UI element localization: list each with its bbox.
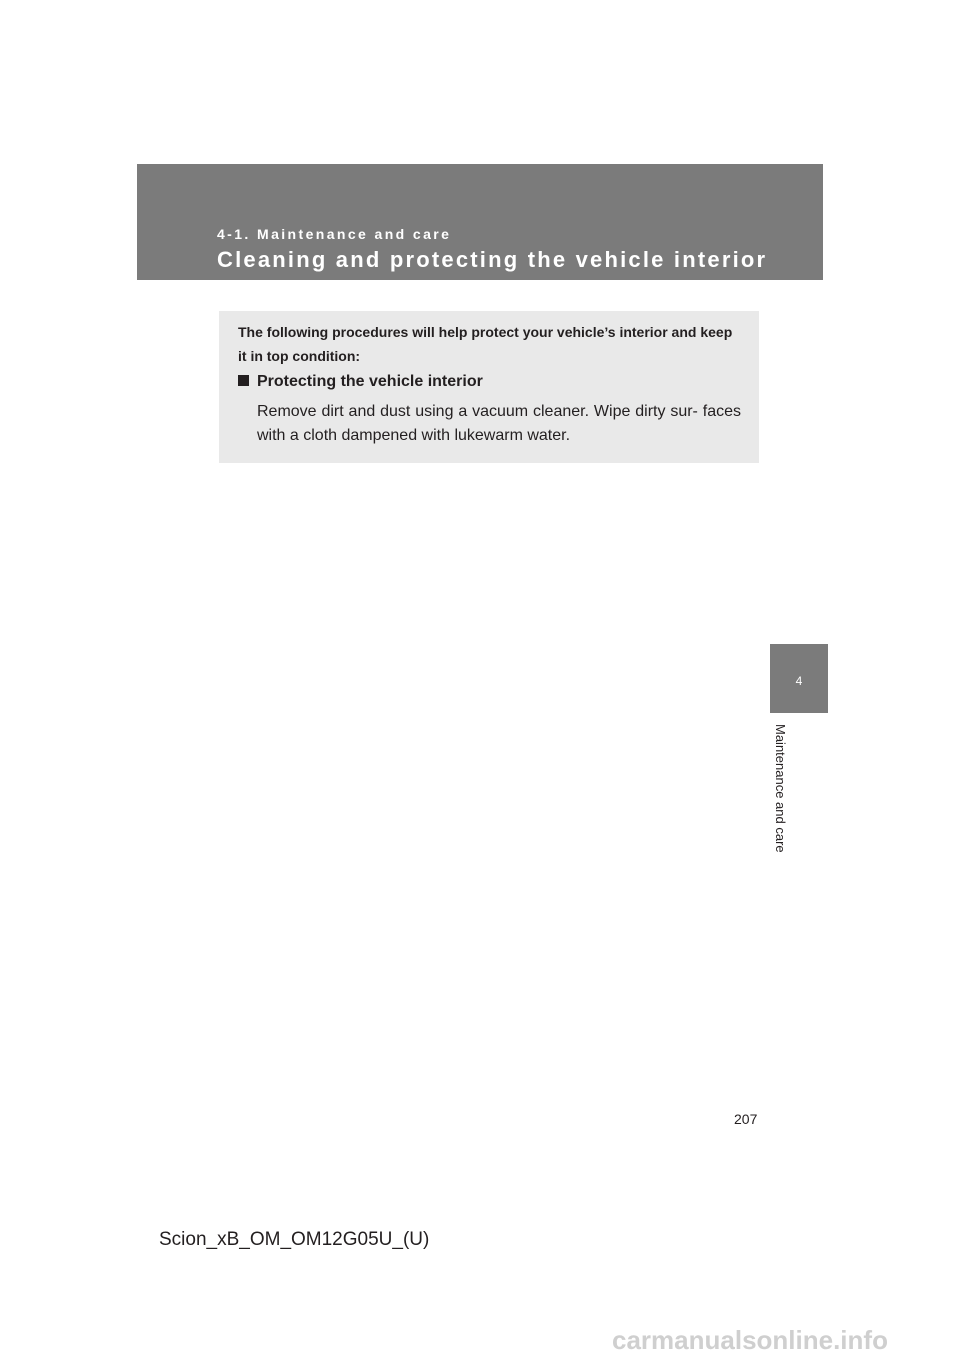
sub-heading-text: Protecting the vehicle interior xyxy=(257,373,483,390)
sub-heading xyxy=(238,373,483,391)
section-label: 4-1. Maintenance and care xyxy=(217,226,452,242)
section-header-band xyxy=(137,164,823,280)
chapter-number: 4 xyxy=(795,674,803,688)
page-number: 207 xyxy=(734,1111,758,1127)
body-text: Remove dirt and dust using a vacuum cleaner. Wipe dirty sur- faces with a cloth dampened with lukewarm water. xyxy=(257,403,741,444)
intro-text: The following procedures will help protect your vehicle’s interior and keep it in top condition: xyxy=(238,324,733,364)
intro-box xyxy=(219,311,759,463)
page-title: Cleaning and protecting the vehicle interior xyxy=(217,247,768,272)
chapter-side-label xyxy=(771,724,791,924)
watermark: carmanualsonline.info xyxy=(612,1325,888,1355)
document-code: Scion_xB_OM_OM12G05U_(U) xyxy=(159,1229,430,1250)
chapter-tab xyxy=(770,644,828,713)
chapter-label-text: Maintenance and care xyxy=(773,724,788,853)
square-bullet-icon xyxy=(238,375,249,386)
